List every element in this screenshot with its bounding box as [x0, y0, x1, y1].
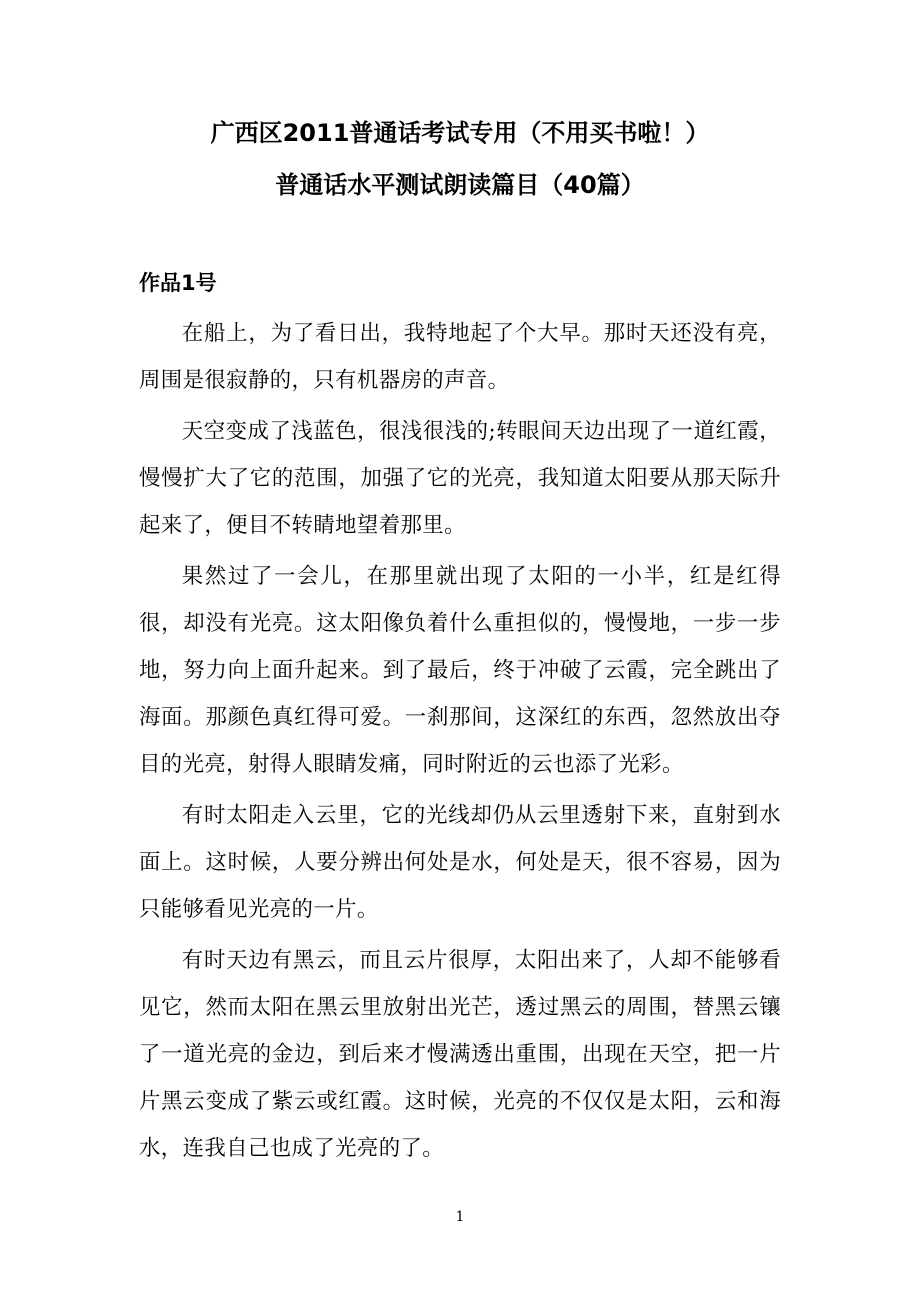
- paragraph: 果然过了一会儿，在那里就出现了太阳的一小半，红是红得很，却没有光亮。这太阳像负着什么重担似的，慢慢地，一步一步地，努力向上面升起来。到了最后，终于冲破了云霞，完全跳出了海面。那颜色真红得可爱。一刹那间，这深红的东西，忽然放出夺目的光亮，射得人眼睛发痛，同时附近的云也添了光彩。: [139, 564, 781, 777]
- paragraph: 有时太阳走入云里，它的光线却仍从云里透射下来，直射到水面上。这时候，人要分辨出何处是水，何处是天，很不容易，因为只能够看见光亮的一片。: [139, 803, 781, 922]
- paragraph: 天空变成了浅蓝色，很浅很浅的;转眼间天边出现了一道红霞，慢慢扩大了它的范围，加强了它的光亮，我知道太阳要从那天际升起来了，便目不转睛地望着那里。: [139, 419, 781, 538]
- document-subtitle: 普通话水平测试朗读篇目（40篇）: [275, 171, 645, 199]
- document-title: 广西区2011普通话考试专用（不用买书啦！）: [210, 119, 710, 147]
- work-heading: 作品1号: [139, 271, 217, 295]
- paragraph: 在船上，为了看日出，我特地起了个大早。那时天还没有亮，周围是很寂静的，只有机器房的声音。: [139, 321, 781, 393]
- page-number: 1: [455, 1209, 465, 1225]
- reading-passage: [139, 310, 781, 1176]
- paragraph: 有时天边有黑云，而且云片很厚，太阳出来了，人却不能够看见它，然而太阳在黑云里放射出光芒，透过黑云的周围，替黑云镶了一道光亮的金边，到后来才慢满透出重围，出现在天空，把一片片黑云变成了紫云或红霞。这时候，光亮的不仅仅是太阳，云和海水，连我自己也成了光亮的了。: [139, 948, 781, 1161]
